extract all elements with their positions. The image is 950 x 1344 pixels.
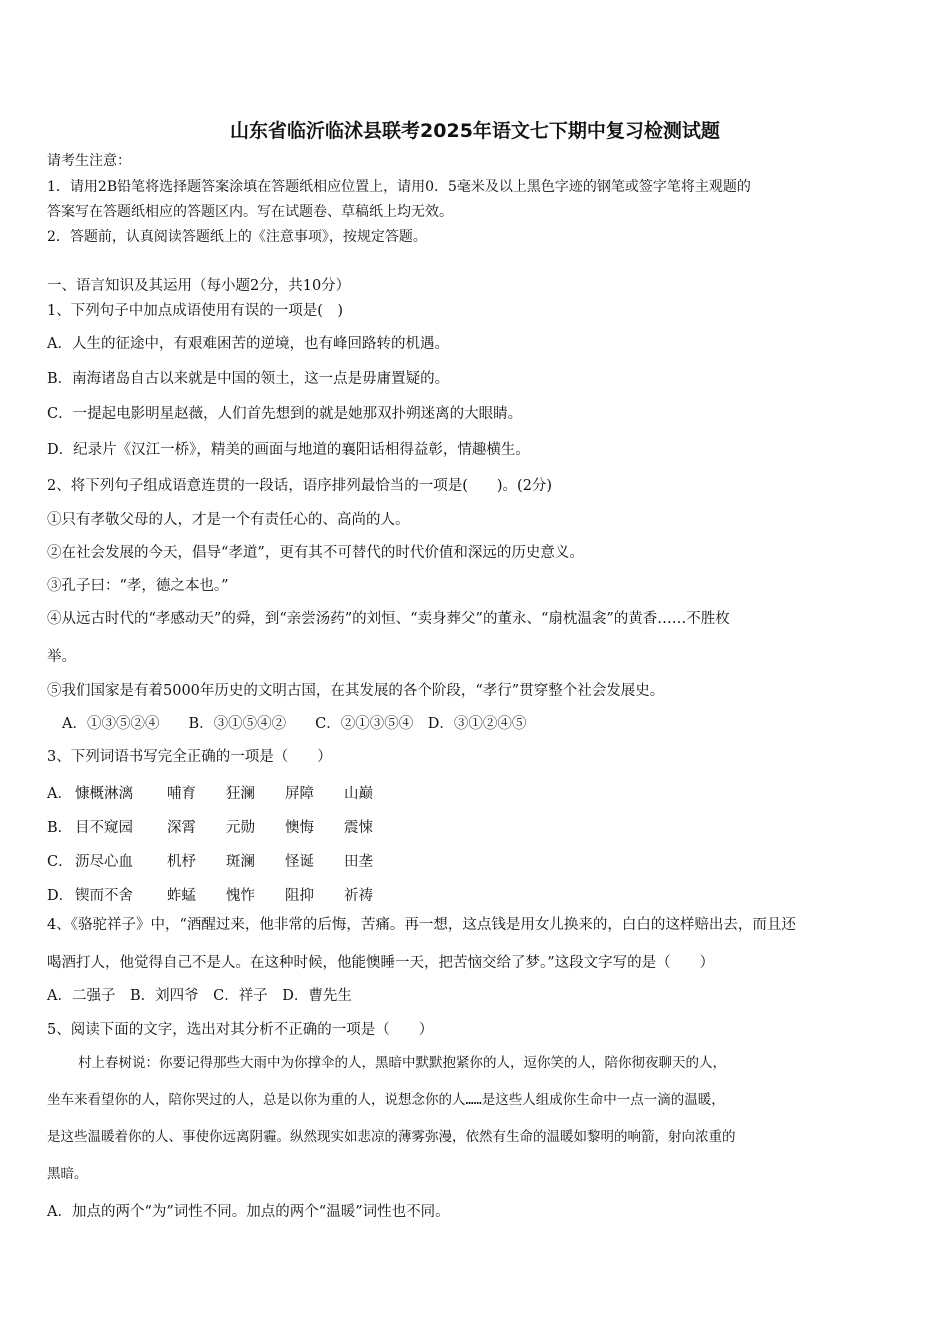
q5-passage-line-1: 村上春树说：你要记得那些大雨中为你撑伞的人，黑暗中默默抱紧你的人，逗你笑的人，陪你彻夜聊天的人， — [78, 1055, 726, 1071]
q2-sentence-5: ⑤我们国家是有着5000年历史的文明古国，在其发展的各个阶段，“孝行”贯穿整个社会发展史。 — [47, 683, 665, 699]
q2-sentence-4: ④从远古时代的“孝感动天”的舜，到“亲尝汤药”的刘恒、“卖身葬父”的董永、“扇枕温衾”的黄香……不胜枚 — [47, 611, 730, 627]
q3-word: 哺育 — [167, 786, 196, 802]
notice-item-1-cont: 答案写在答题纸相应的答题区内。写在试题卷、草稿纸上均无效。 — [47, 204, 453, 220]
q2-sentence-1: ①只有孝敬父母的人，才是一个有责任心的、高尚的人。 — [47, 512, 410, 528]
q3-word: 机杼 — [167, 854, 196, 870]
q5-stem: 5、阅读下面的文字，选出对其分析不正确的一项是（ ） — [47, 1022, 434, 1038]
q3-word: 元勋 — [226, 820, 255, 836]
q3-word: 田垄 — [344, 854, 373, 870]
q3-word: 震悚 — [344, 820, 373, 836]
q2-sentence-4-cont: 举。 — [47, 649, 76, 665]
q5-passage-line-4: 黑暗。 — [47, 1166, 88, 1182]
notice-heading: 请考生注意： — [47, 153, 131, 169]
q1-option-d: D．纪录片《汉江一桥》，精美的画面与地道的襄阳话相得益彰，情趣横生。 — [47, 442, 530, 458]
q3-stem: 3、下列词语书写完全正确的一项是（ ） — [47, 749, 332, 765]
page-title: 山东省临沂临沭县联考2025年语文七下期中复习检测试题 — [230, 120, 720, 142]
q4-stem: 4、《骆驼祥子》中，“酒醒过来，他非常的后悔，苦痛。再一想，这点钱是用女儿换来的，白白的这样赔出去，而且还 — [47, 917, 796, 933]
q3-word: 狂澜 — [226, 786, 255, 802]
notice-item-1: 1．请用2B铅笔将选择题答案涂填在答题纸相应位置上，请用0．5毫米及以上黑色字迹的钢笔或签字笔将主观题的 — [47, 179, 751, 195]
q3-label: D． — [47, 888, 74, 904]
q3-word: 懊悔 — [285, 820, 314, 836]
q3-row-b — [47, 816, 373, 837]
q4-options: A．二强子 B．刘四爷 C．祥子 D．曹先生 — [47, 988, 352, 1004]
q1-stem: 1、下列句子中加点成语使用有误的一项是( ) — [47, 303, 344, 319]
q2-sentence-3: ③孔子曰：“孝，德之本也。” — [47, 578, 229, 594]
q3-word: 蚱蜢 — [167, 888, 196, 904]
q3-row-a — [47, 782, 373, 803]
q2-stem: 2、将下列句子组成语意连贯的一段话，语序排列最恰当的一项是( )。(2分) — [47, 478, 553, 494]
q3-label: C． — [47, 854, 73, 870]
q3-word: 锲而不舍 — [75, 888, 133, 904]
q3-word: 愧怍 — [226, 888, 255, 904]
q3-word: 山巅 — [344, 786, 373, 802]
q2-options: A．①③⑤②④ B．③①⑤④② C．②①③⑤④ D．③①②④⑤ — [62, 716, 527, 732]
q3-word: 阻抑 — [285, 888, 314, 904]
q5-passage-line-3: 是这些温暖着你的人、事使你远离阴霾。纵然现实如悲凉的薄雾弥漫，依然有生命的温暖如黎明的响箭，射向浓重的 — [47, 1129, 736, 1145]
q3-word: 怪诞 — [285, 854, 314, 870]
q3-word: 斑澜 — [226, 854, 255, 870]
q3-word: 目不窥园 — [75, 820, 133, 836]
notice-item-2: 2．答题前，认真阅读答题纸上的《注意事项》，按规定答题。 — [47, 229, 427, 245]
q5-option-a: A．加点的两个“为”词性不同。加点的两个“温暖”词性也不同。 — [47, 1204, 450, 1220]
q3-label: A． — [47, 786, 72, 802]
q1-option-c: C．一提起电影明星赵薇，人们首先想到的就是她那双扑朔迷离的大眼睛。 — [47, 406, 523, 422]
q3-label: B． — [47, 820, 73, 836]
q2-sentence-2: ②在社会发展的今天，倡导“孝道”，更有其不可替代的时代价值和深远的历史意义。 — [47, 545, 584, 561]
q1-option-b: B．南海诸岛自古以来就是中国的领土，这一点是毋庸置疑的。 — [47, 371, 450, 387]
q3-word: 深霄 — [167, 820, 196, 836]
q3-word: 沥尽心血 — [75, 854, 133, 870]
section-heading: 一、语言知识及其运用（每小题2分，共10分） — [47, 278, 351, 294]
q3-row-d — [47, 884, 373, 905]
q3-row-c — [47, 850, 373, 871]
q1-option-a: A．人生的征途中，有艰难困苦的逆境，也有峰回路转的机遇。 — [47, 336, 449, 352]
q3-word: 屏障 — [285, 786, 314, 802]
q3-word: 祈祷 — [344, 888, 373, 904]
q5-passage-line-2: 坐车来看望你的人，陪你哭过的人，总是以你为重的人，说想念你的人……是这些人组成你生命中一点一滴的温暖， — [47, 1092, 725, 1108]
q4-stem-cont: 喝酒打人，他觉得自己不是人。在这种时候，他能懊睡一天，把苦恼交给了梦。”这段文字写的是（ ） — [47, 955, 715, 971]
q3-word: 慷概淋漓 — [75, 786, 133, 802]
